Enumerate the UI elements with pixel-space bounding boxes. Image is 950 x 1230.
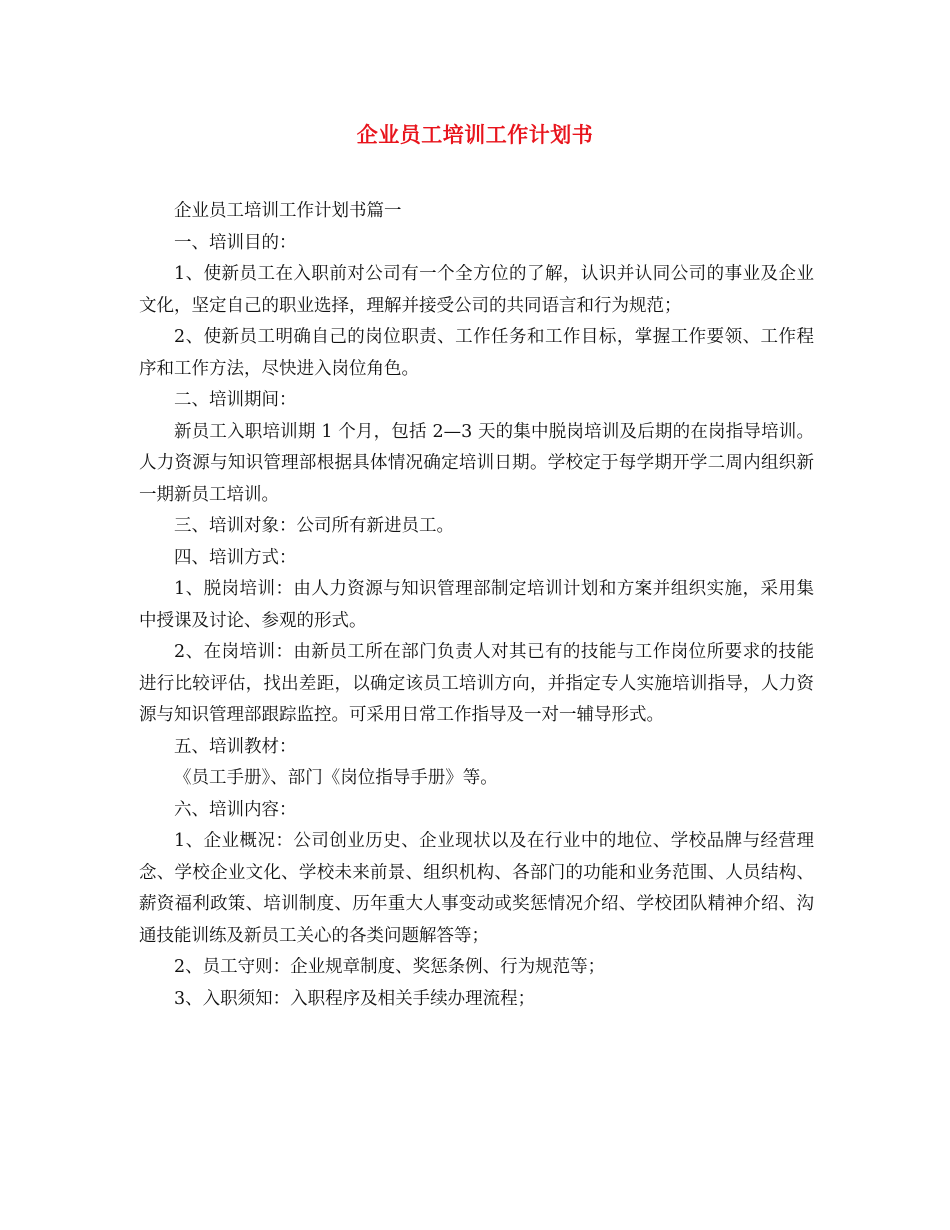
paragraph: 2、使新员工明确自己的岗位职责、工作任务和工作目标，掌握工作要领、工作程序和工作方法，尽快进入岗位角色。 xyxy=(139,327,814,379)
paragraph: 1、使新员工在入职前对公司有一个全方位的了解，认识并认同公司的事业及企业文化，坚定自己的职业选择，理解并接受公司的共同语言和行为规范； xyxy=(139,264,814,316)
paragraph: 1、脱岗培训：由人力资源与知识管理部制定培训计划和方案并组织实施，采用集中授课及讨论、参观的形式。 xyxy=(139,579,814,631)
paragraph: 新员工入职培训期 1 个月，包括 2—3 天的集中脱岗培训及后期的在岗指导培训。人力资源与知识管理部根据具体情况确定培训日期。学校定于每学期开学二周内组织新一期新员工培训。 xyxy=(139,421,814,505)
paragraph: 2、在岗培训：由新员工所在部门负责人对其已有的技能与工作岗位所要求的技能进行比较评估，找出差距，以确定该员工培训方向，并指定专人实施培训指导，人力资源与知识管理部跟踪监控。可采用日常工作指导及一对一辅导形式。 xyxy=(139,642,814,725)
section-heading: 企业员工培训工作计划书篇一 xyxy=(174,201,402,221)
heading-training-content: 六、培训内容： xyxy=(174,799,297,820)
heading-training-period: 二、培训期间： xyxy=(174,390,297,410)
paragraph: 3、入职须知：入职程序及相关手续办理流程； xyxy=(174,988,536,1009)
heading-training-purpose: 一、培训目的： xyxy=(174,232,297,253)
paragraph: 2、员工守则：企业规章制度、奖惩条例、行为规范等； xyxy=(174,957,606,977)
heading-training-target: 三、培训对象：公司所有新进员工。 xyxy=(174,516,454,536)
document-body xyxy=(139,196,814,1015)
heading-training-materials: 五、培训教材： xyxy=(174,736,297,757)
document-title: 企业员工培训工作计划书 xyxy=(356,122,594,147)
paragraph: 1、企业概况：公司创业历史、企业现状以及在行业中的地位、学校品牌与经营理念、学校企业文化、学校未来前景、组织机构、各部门的功能和业务范围、人员结构、薪资福利政策、培训制度、历年重大人事变动或奖惩情况介绍、学校团队精神介绍、沟通技能训练及新员工关心的各类问题解答等； xyxy=(139,831,814,946)
heading-training-method: 四、培训方式： xyxy=(174,547,297,568)
paragraph: 《员工手册》、部门《岗位指导手册》等。 xyxy=(174,768,498,788)
